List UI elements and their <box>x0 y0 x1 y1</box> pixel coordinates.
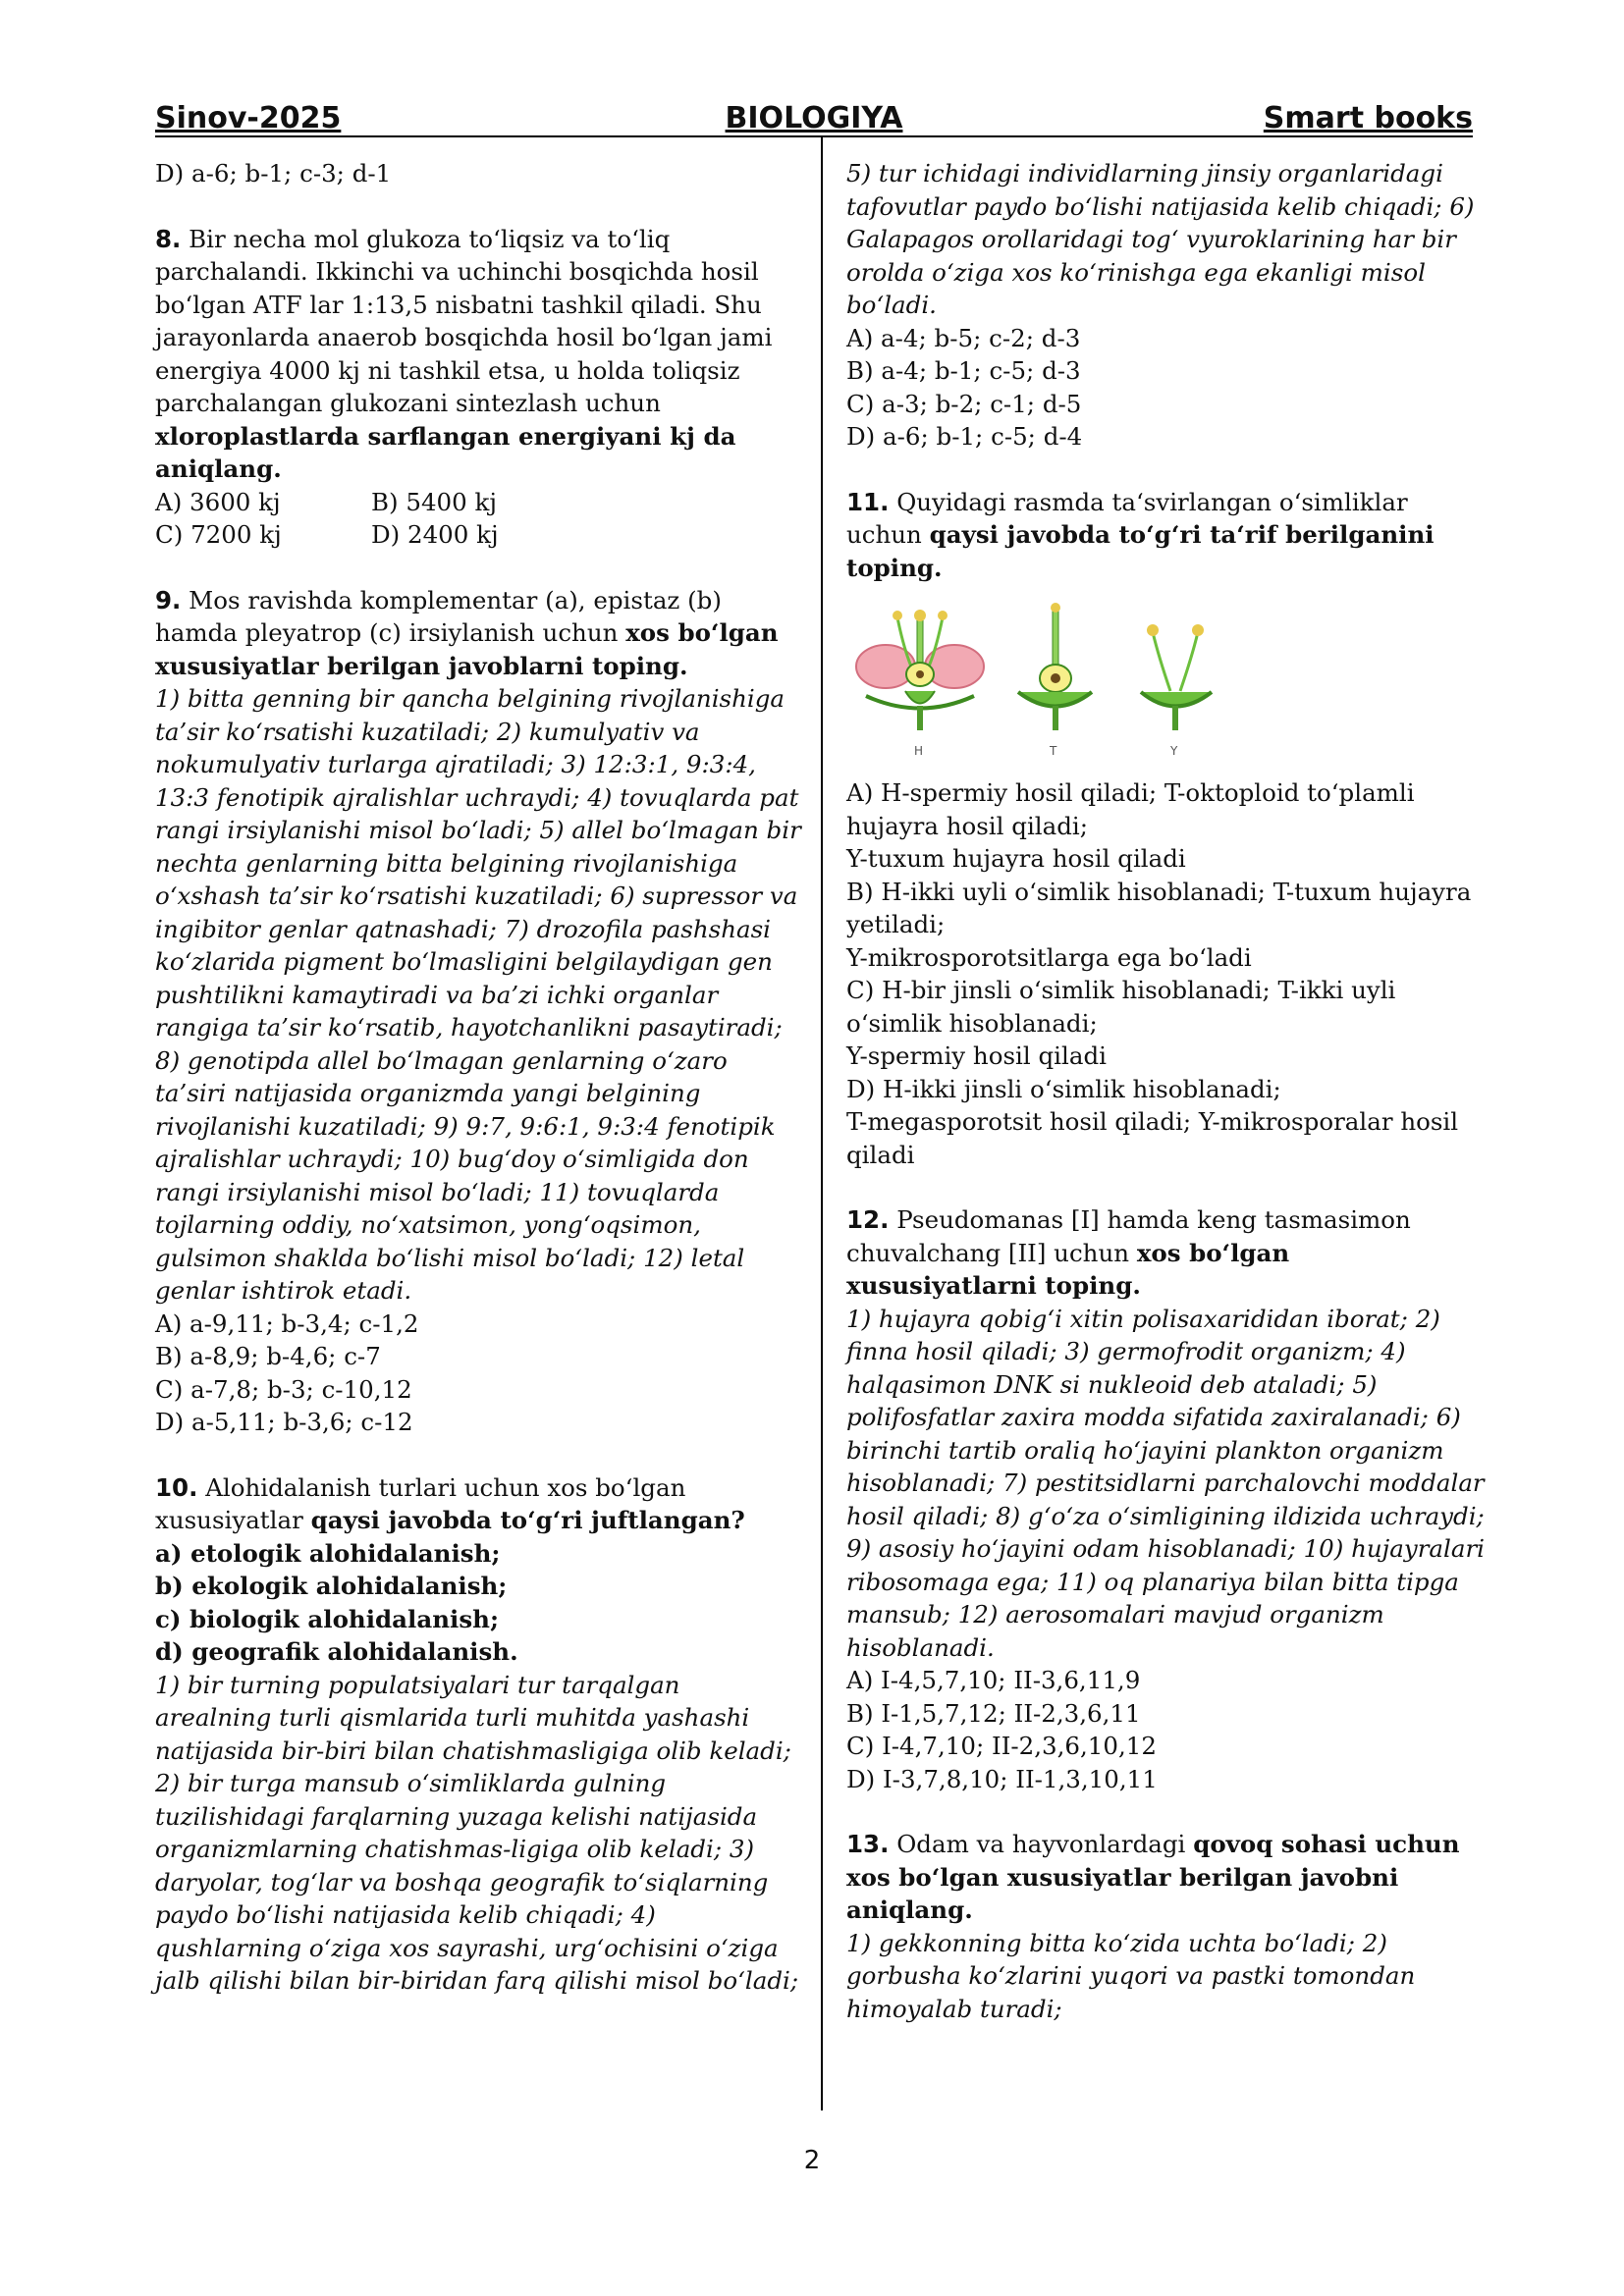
header-subject: BIOLOGIYA <box>725 101 903 135</box>
item-a: a) etologik alohidalanish; <box>155 1538 501 1568</box>
answer-b: B) H-ikki uyli o‘simlik hisoblanadi; T-tuxum hujayra yetiladi; <box>846 877 1472 938</box>
left-column <box>155 157 803 1998</box>
answer-c: C) H-bir jinsli o‘simlik hisoblanadi; T-ikki uyli o‘simlik hisoblanadi; <box>846 976 1396 1038</box>
question-11 <box>846 486 1485 585</box>
flower-t-illustration <box>1018 603 1092 730</box>
answer-c: C) I-4,7,10; II-2,3,6,10,12 <box>846 1732 1157 1760</box>
question-number: 10. <box>155 1472 198 1502</box>
statement-list: 1) bitta genning bir qancha belgining rivojlanishiga ta’sir ko‘rsatishi kuzatiladi; 2) kumulyativ va nokumulyativ turlarga ajratiladi; 3) 12:3:1, 9:3:4, 13:3 fenotipik ajralishlar uchraydi; 4) tovuqlarda pat rangi irsiylanishi misol bo‘ladi; 5) allel bo‘lmagan bir nechta genlarning bitta belgining rivojlanishiga o‘xshash ta’sir ko‘rsatishi kuzatiladi; 6) supressor va ingibitor genlar qatnashadi; 7) drozofila pashshasi ko‘zlarida pigment bo‘lmasligini belgilaydigan gen pushtilikni kamaytiradi va ba’zi ichki organlar rangiga ta’sir ko‘rsatib, hayotchanlikni pasaytiradi; 8) genotipda allel bo‘lmagan genlarning o‘zaro ta’siri natijasida organizmda yangi belgining rivojlanishi kuzatiladi; 9) 9:7, 9:6:1, 9:3:4 fenotipik ajralishlar uchraydi; 10) bug‘doy o‘simligida don rangi irsiylanishi misol bo‘ladi; 11) tovuqlarda tojlarning oddiy, no‘xatsimon, yong‘oqsimon, gulsimon shaklda bo‘lishi misol bo‘ladi; 12) letal genlar ishtirok etadi. <box>155 684 801 1305</box>
statement-list: 1) gekkonning bitta ko‘zida uchta bo‘ladi; 2) gorbusha ko‘zlarini yuqori va pastki tomondan himoyalab turadi; <box>846 1928 1416 2023</box>
item-c: c) biologik alohidalanish; <box>155 1604 500 1633</box>
item-b: b) ekologik alohidalanish; <box>155 1572 508 1600</box>
question-number: 11. <box>846 487 890 516</box>
answer-d: D) 2400 kj <box>371 520 499 549</box>
question-emphasis: xos bo‘lgan xususiyatlar berilgan javoblarni toping. <box>155 618 779 680</box>
answer-d: D) a-6; b-1; c-5; d-4 <box>846 422 1083 451</box>
answer-a: A) I-4,5,7,10; II-3,6,11,9 <box>846 1666 1141 1694</box>
question-emphasis: xos bo‘lgan xususiyatlarni toping. <box>846 1238 1290 1300</box>
answer-b: B) a-4; b-1; c-5; d-3 <box>846 356 1081 385</box>
statement-list-continued: 5) tur ichidagi individlarning jinsiy organlaridagi tafovutlar paydo bo‘lishi natijasida kelib chiqadi; 6) Galapagos orollaridagi tog‘ vyuroklarining har bir orolda o‘ziga xos ko‘rinishga ega ekanligi misol bo‘ladi. <box>846 159 1475 319</box>
question-13 <box>846 1828 1485 1927</box>
question-text: Pseudomanas [I] hamda keng tasmasimon chuvalchang [II] uchun <box>846 1205 1411 1267</box>
question-text: Bir necha mol glukoza to‘liqsiz va to‘liq parchalandi. Ikkinchi va uchinchi bosqichda hosil bo‘lgan ATF lar 1:13,5 nisbatni tashkil qiladi. Shu jarayonlarda anaerob bosqichda hosil bo‘lgan jami energiya 4000 kj ni tashkil etsa, u holda toliqsiz parchalangan glukozani sintezlash uchun <box>155 224 773 417</box>
question-8 <box>155 223 803 486</box>
answer-b: B) a-8,9; b-4,6; c-7 <box>155 1342 381 1370</box>
question-9 <box>155 584 803 683</box>
answer-b-cont: Y-mikrosporotsitlarga ega bo‘ladi <box>846 942 1252 972</box>
statement-list: 1) bir turning populatsiyalari tur tarqalgan arealning turli qismlarida turli muhitda yashashi natijasida bir-biri bilan chatishmasligiga olib keladi; 2) bir turga mansub o‘simliklarda gulning tuzilishidagi farqlarning yuzaga kelishi natijasida organizmlarning chatishmas-ligiga olib keladi; 3) daryolar, tog‘lar va boshqa geografik to‘siqlarning paydo bo‘lishi natijasida kelib chiqadi; 4) qushlarning o‘ziga xos sayrashi, urg‘ochisini o‘ziga jalb qilishi bilan bir-biridan farq qilishi misol bo‘ladi; <box>155 1670 799 1995</box>
answer-d-cont: T-megasporotsit hosil qiladi; Y-mikrosporalar hosil qiladi <box>846 1107 1459 1169</box>
flower-diagram <box>846 598 1259 765</box>
question-text: Mos ravishda komplementar (a), epistaz (b) hamda pleyatrop (c) irsiylanish uchun <box>155 585 722 647</box>
page-header <box>155 98 1473 137</box>
answer-row <box>155 486 803 519</box>
answer-d: D) H-ikki jinsli o‘simlik hisoblanadi; <box>846 1074 1281 1103</box>
answer-row <box>155 518 803 552</box>
question-text: Odam va hayvonlardagi <box>889 1830 1194 1858</box>
q7-answer-d: D) a-6; b-1; c-3; d-1 <box>155 159 392 187</box>
answer-a: A) a-4; b-5; c-2; d-3 <box>846 323 1081 352</box>
page-number: 2 <box>803 2146 821 2175</box>
flower-y-illustration <box>1141 624 1212 730</box>
answer-d: D) a-5,11; b-3,6; c-12 <box>155 1408 413 1436</box>
statement-list: 1) hujayra qobig‘i xitin polisaxarididan iborat; 2) finna hosil qiladi; 3) germofrodit organizm; 4) halqasimon DNK si nukleoid deb ataladi; 5) polifosfatlar zaxira modda sifatida zaxiralanadi; 6) birinchi tartib oraliq ho‘jayini plankton organizm hisoblanadi; 7) pestitsidlarni parchalovchi moddalar hosil qiladi; 8) g‘o‘za o‘simligining ildizida uchraydi; 9) asosiy ho‘jayini odam hisoblanadi; 10) hujayralari ribosomaga ega; 11) oq planariya bilan bitta tipga mansub; 12) aerosomalari mavjud organizm hisoblanadi. <box>846 1304 1486 1662</box>
fig-label-y: Y <box>1170 744 1178 758</box>
answer-a: A) 3600 kj <box>155 487 281 516</box>
question-emphasis: qaysi javobda to‘g‘ri juftlangan? <box>310 1506 745 1534</box>
answer-a: A) H-spermiy hosil qiladi; T-oktoploid to‘plamli hujayra hosil qiladi; <box>846 778 1415 840</box>
header-left: Sinov-2025 <box>155 101 342 135</box>
question-text: Quyidagi rasmda ta‘svirlangan o‘simliklar uchun <box>846 487 1408 549</box>
answer-a-cont: Y-tuxum hujayra hosil qiladi <box>846 844 1186 873</box>
answer-a: A) a-9,11; b-3,4; c-1,2 <box>155 1308 419 1338</box>
question-12 <box>846 1203 1485 1303</box>
answer-b: B) 5400 kj <box>371 487 497 516</box>
answer-c: C) a-3; b-2; c-1; d-5 <box>846 389 1082 418</box>
flower-h-illustration <box>856 610 984 730</box>
question-number: 8. <box>155 224 182 253</box>
answer-c-cont: Y-spermiy hosil qiladi <box>846 1041 1107 1070</box>
question-10 <box>155 1471 803 1537</box>
question-emphasis: qovoq sohasi uchun xos bo‘lgan xususiyatlar berilgan javobni aniqlang. <box>846 1830 1460 1924</box>
item-d: d) geografik alohidalanish. <box>155 1637 518 1666</box>
header-publisher: Smart books <box>1263 101 1473 135</box>
fig-label-t: T <box>1050 744 1057 758</box>
question-number: 9. <box>155 585 182 614</box>
column-divider <box>821 137 823 2110</box>
answer-b: B) I-1,5,7,12; II-2,3,6,11 <box>846 1698 1141 1728</box>
answer-d: D) I-3,7,8,10; II-1,3,10,11 <box>846 1764 1158 1793</box>
fig-label-h: H <box>914 744 924 758</box>
question-text: Alohidalanish turlari uchun xos bo‘lgan xususiyatlar <box>155 1472 686 1534</box>
question-number: 13. <box>846 1830 890 1858</box>
answer-c: C) a-7,8; b-3; c-10,12 <box>155 1374 412 1404</box>
question-number: 12. <box>846 1205 890 1234</box>
question-emphasis: xloroplastlarda sarflangan energiyani kj da aniqlang. <box>155 421 736 483</box>
answer-c: C) 7200 kj <box>155 520 282 549</box>
question-emphasis: qaysi javobda to‘g‘ri ta‘rif berilganini toping. <box>846 520 1435 582</box>
right-column <box>846 157 1485 2025</box>
